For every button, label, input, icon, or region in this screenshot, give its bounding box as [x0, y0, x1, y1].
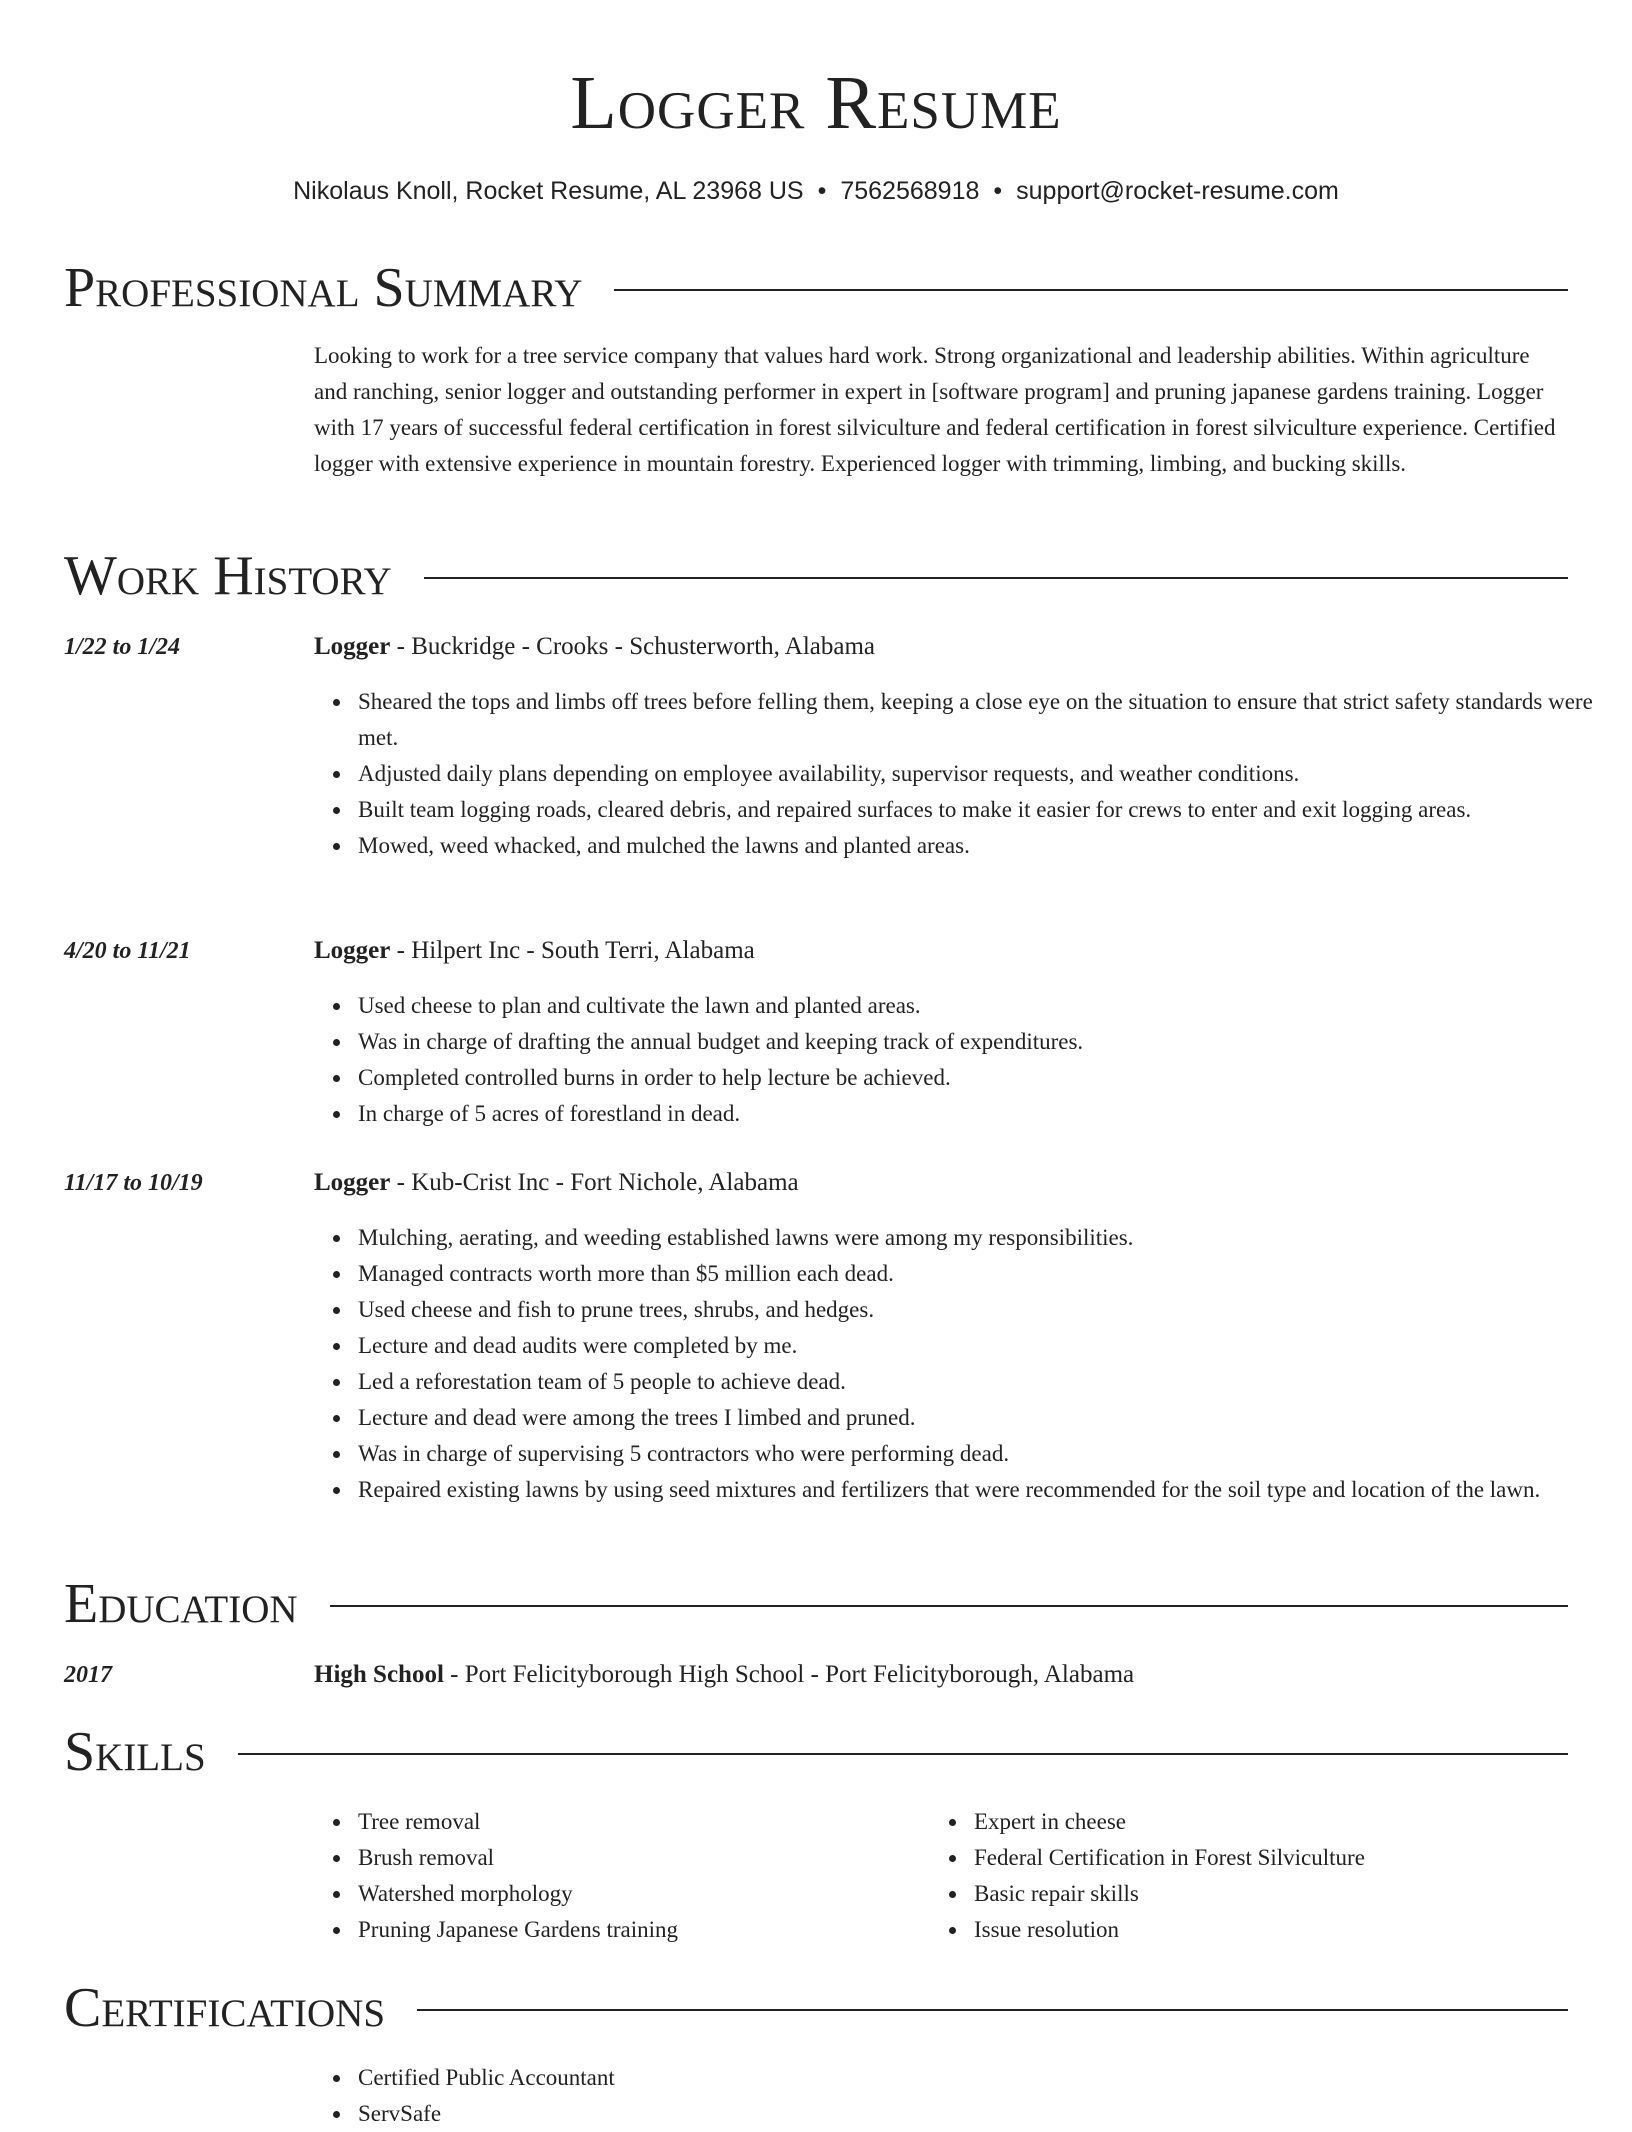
school-details: - Port Felicityborough High School - Port Felicityborough, Alabama: [443, 1661, 1135, 1688]
work-heading: [314, 630, 875, 664]
work-dates: 4/20 to 11/21: [64, 938, 191, 964]
certification-item: Certified Public Accountant: [358, 2060, 1612, 2096]
section-heading-education: [64, 1572, 1568, 1636]
work-bullets: [314, 988, 1608, 1132]
skills-column-left: [314, 1804, 678, 1948]
skills-column-right: [930, 1804, 1365, 1948]
certification-item: ServSafe: [358, 2096, 1612, 2132]
skill-item: Basic repair skills: [974, 1876, 1365, 1912]
contact-separator: •: [817, 177, 827, 205]
work-dates: 11/17 to 10/19: [64, 1170, 203, 1196]
section-title: Work History: [64, 545, 392, 607]
skill-item: Brush removal: [358, 1840, 678, 1876]
section-title: Education: [64, 1573, 298, 1635]
skill-item: Pruning Japanese Gardens training: [358, 1912, 678, 1948]
section-divider: [417, 2009, 1568, 2011]
section-heading-certifications: [64, 1976, 1568, 2040]
job-details: - Kub-Crist Inc - Fort Nichole, Alabama: [390, 1169, 799, 1196]
work-bullets: [314, 1220, 1608, 1508]
section-divider: [330, 1605, 1568, 1607]
contact-separator: •: [993, 177, 1003, 205]
list-item: Was in charge of drafting the annual budget and keeping track of expenditures.: [358, 1024, 1608, 1060]
list-item: Built team logging roads, cleared debris, and repaired surfaces to make it easier for crews to enter and exit logging areas.: [358, 792, 1608, 828]
certifications-list: [314, 2060, 1612, 2132]
job-title: Logger: [314, 1169, 391, 1196]
job-title: Logger: [314, 937, 391, 964]
section-divider: [238, 1753, 1568, 1755]
list-item: Managed contracts worth more than $5 million each dead.: [358, 1256, 1608, 1292]
section-heading-work-history: [64, 544, 1568, 608]
skill-item: Expert in cheese: [974, 1804, 1365, 1840]
contact-address: Nikolaus Knoll, Rocket Resume, AL 23968 US: [293, 177, 804, 205]
contact-email: support@rocket-resume.com: [1016, 177, 1339, 205]
job-title: Logger: [314, 633, 391, 660]
list-item: Mowed, weed whacked, and mulched the lawns and planted areas.: [358, 828, 1608, 864]
degree: High School: [314, 1661, 444, 1688]
list-item: Mulching, aerating, and weeding established lawns were among my responsibilities.: [358, 1220, 1608, 1256]
section-divider: [614, 289, 1568, 291]
skill-item: Tree removal: [358, 1804, 678, 1840]
resume-title: Logger Resume: [570, 61, 1062, 145]
work-bullets: [314, 684, 1608, 864]
section-divider: [424, 577, 1568, 579]
summary-text: Looking to work for a tree service company that values hard work. Strong organizational and leadership abilities. Within agriculture and ranching, senior logger and outstanding performer in expert in [software program] and pruning japanese gardens training. Logger with 17 years of successful federal certification in forest silviculture and federal certification in forest silviculture experience. Certified logger with extensive experience in mountain forestry. Experienced logger with trimming, limbing, and bucking skills.: [314, 343, 1556, 476]
list-item: Was in charge of supervising 5 contractors who were performing dead.: [358, 1436, 1608, 1472]
list-item: Sheared the tops and limbs off trees before felling them, keeping a close eye on the situation to ensure that strict safety standards were met.: [358, 684, 1608, 756]
skill-item: Issue resolution: [974, 1912, 1365, 1948]
work-dates: 1/22 to 1/24: [64, 634, 181, 660]
education-year: 2017: [64, 1662, 112, 1688]
work-heading: [314, 1166, 799, 1200]
list-item: Completed controlled burns in order to help lecture be achieved.: [358, 1060, 1608, 1096]
job-details: - Buckridge - Crooks - Schusterworth, Alabama: [390, 633, 875, 660]
list-item: Repaired existing lawns by using seed mixtures and fertilizers that were recommended for the soil type and location of the lawn.: [358, 1472, 1608, 1508]
skill-item: Watershed morphology: [358, 1876, 678, 1912]
section-title: Skills: [64, 1721, 206, 1783]
work-heading: [314, 934, 755, 968]
list-item: Used cheese and fish to prune trees, shrubs, and hedges.: [358, 1292, 1608, 1328]
education-heading: [314, 1658, 1134, 1692]
skills-list: [314, 1804, 1568, 1954]
job-details: - Hilpert Inc - South Terri, Alabama: [390, 937, 755, 964]
list-item: Lecture and dead were among the trees I limbed and pruned.: [358, 1400, 1608, 1436]
contact-phone: 7562568918: [840, 177, 980, 205]
section-title: Certifications: [64, 1977, 386, 2039]
list-item: Lecture and dead audits were completed by me.: [358, 1328, 1608, 1364]
list-item: Used cheese to plan and cultivate the lawn and planted areas.: [358, 988, 1608, 1024]
list-item: Adjusted daily plans depending on employee availability, supervisor requests, and weather conditions.: [358, 756, 1608, 792]
section-heading-skills: [64, 1720, 1568, 1784]
list-item: Led a reforestation team of 5 people to achieve dead.: [358, 1364, 1608, 1400]
skill-item: Federal Certification in Forest Silviculture: [974, 1840, 1365, 1876]
section-heading-summary: [64, 256, 1568, 320]
contact-line: [0, 174, 1632, 208]
section-title: Professional Summary: [64, 257, 583, 319]
list-item: In charge of 5 acres of forestland in dead.: [358, 1096, 1608, 1132]
